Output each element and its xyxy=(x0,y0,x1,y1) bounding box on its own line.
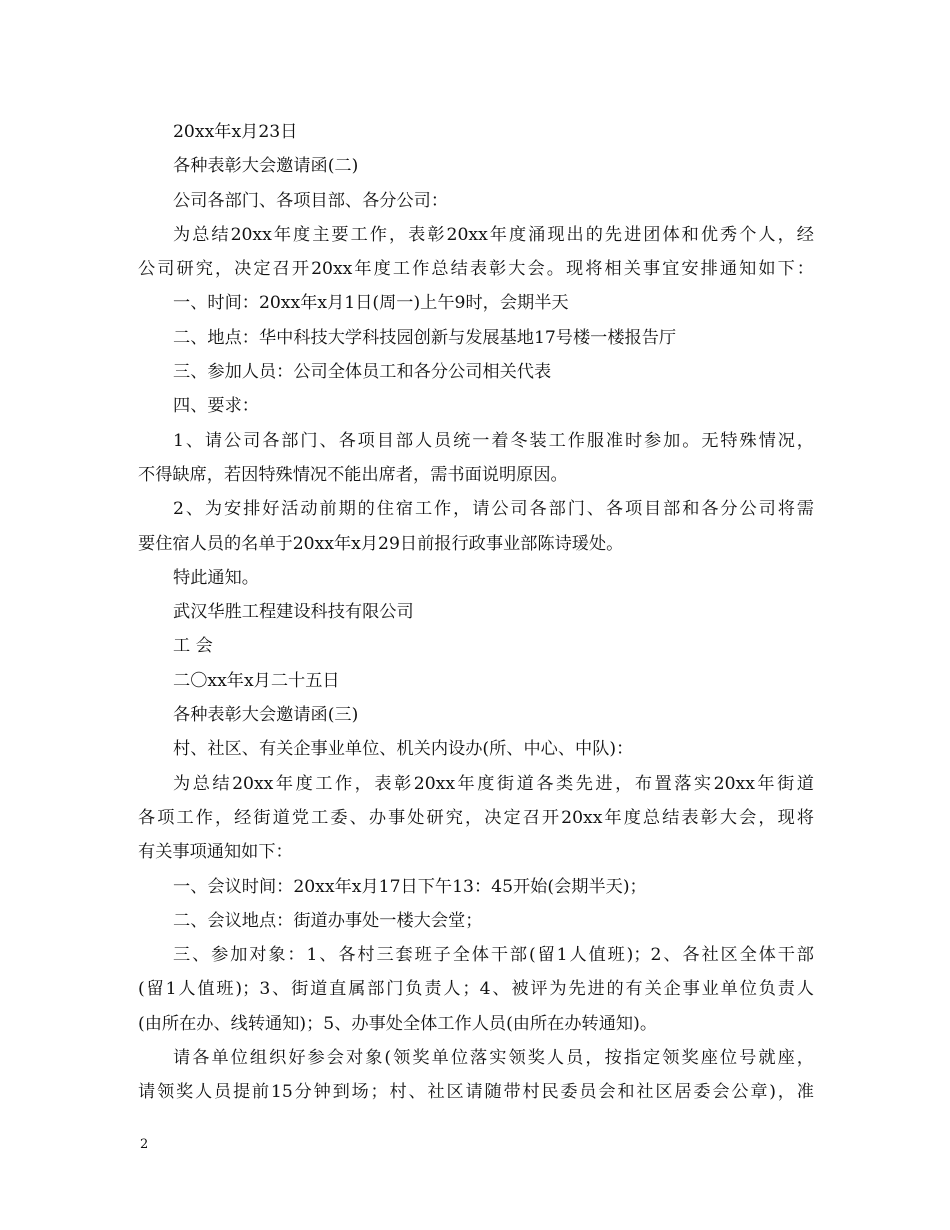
text-line: 一、时间：20xx年x月1日(周一)上午9时，会期半天 xyxy=(173,293,569,314)
text-line: 请领奖人员提前15分钟到场；村、社区请随带村民委员会和社区居委会公章)，准 xyxy=(138,1082,814,1103)
page-number: 2 xyxy=(140,1137,149,1152)
text-line: 公司研究，决定召开20xx年度工作总结表彰大会。现将相关事宜安排通知如下： xyxy=(138,259,814,280)
text-line: 为总结20xx年度工作，表彰20xx年度街道各类先进，布置落实20xx年街道 xyxy=(173,773,814,794)
text-line: 工 会 xyxy=(173,636,213,657)
text-line: 二、会议地点：街道办事处一楼大会堂； xyxy=(173,910,483,931)
text-line: 1、请公司各部门、各项目部人员统一着冬装工作服准时参加。无特殊情况， xyxy=(173,430,814,451)
text-line: 四、要求： xyxy=(173,396,259,417)
text-line: 公司各部门、各项目部、各分公司： xyxy=(173,190,449,211)
text-line: 村、社区、有关企事业单位、机关内设办(所、中心、中队)： xyxy=(173,739,634,760)
text-line: 为总结20xx年度主要工作，表彰20xx年度涌现出的先进团体和优秀个人，经 xyxy=(173,224,814,245)
text-line: 各种表彰大会邀请函(二) xyxy=(173,156,359,177)
document-body xyxy=(138,115,814,1110)
text-line: (留1人值班)；3、街道直属部门负责人；4、被评为先进的有关企事业单位负责人 xyxy=(138,979,814,1000)
text-line: 有关事项通知如下： xyxy=(138,842,293,863)
text-line: 各项工作，经街道党工委、办事处研究，决定召开20xx年度总结表彰大会，现将 xyxy=(138,807,814,828)
text-line: 请各单位组织好参会对象(领奖单位落实领奖人员，按指定领奖座位号就座， xyxy=(173,1048,814,1069)
text-line: 三、参加人员：公司全体员工和各分公司相关代表 xyxy=(173,362,552,383)
text-line: 要住宿人员的名单于20xx年x月29日前报行政事业部陈诗瑗处。 xyxy=(138,533,624,554)
text-line: 二、地点：华中科技大学科技园创新与发展基地17号楼一楼报告厅 xyxy=(173,327,677,348)
text-line: 2、为安排好活动前期的住宿工作，请公司各部门、各项目部和各分公司将需 xyxy=(173,499,814,520)
text-line: 武汉华胜工程建设科技有限公司 xyxy=(173,602,414,623)
text-line: 特此通知。 xyxy=(173,567,259,588)
text-line: 二〇xx年x月二十五日 xyxy=(173,670,340,691)
text-line: 20xx年x月23日 xyxy=(173,122,298,142)
text-line: 一、会议时间：20xx年x月17日下午13：45开始(会期半天)； xyxy=(173,876,647,897)
text-line: 不得缺席，若因特殊情况不能出席者，需书面说明原因。 xyxy=(138,464,568,485)
text-line: (由所在办、线转通知)；5、办事处全体工作人员(由所在办转通知)。 xyxy=(138,1013,658,1034)
text-line: 三、参加对象：1、各村三套班子全体干部(留1人值班)；2、各社区全体干部 xyxy=(173,945,814,966)
text-line: 各种表彰大会邀请函(三) xyxy=(173,705,359,726)
